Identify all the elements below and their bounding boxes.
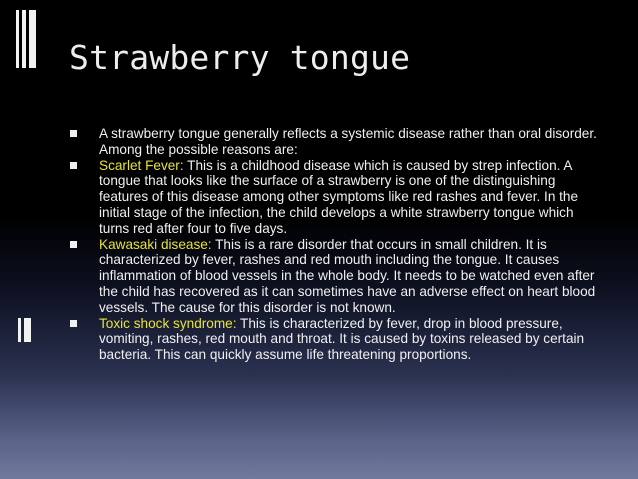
bullet-list [70,126,598,363]
bullet-text: A strawberry tongue generally reflects a systemic disease rather than oral disorder. Among the possible reasons are: [99,126,597,157]
bullet-highlight-term: Scarlet Fever: [99,157,184,173]
bullet-text: This is characterized by fever, drop in blood pressure, vomiting, rashes, red mouth and throat. It is caused by toxins released by certain bacteria. This can quickly assume life threatening proportions. [99,315,585,363]
bullet-item [70,158,598,237]
slide-title: Strawberry tongue [69,38,411,77]
bullet-square-icon [70,130,77,137]
decor-bar-top-right [29,10,36,68]
bullet-text: This is a childhood disease which is caused by strep infection. A tongue that looks like the surface of a strawberry is one of the distinguishing features of this disease among other symptoms like red rashes and fever. In the initial stage of the infection, the child develops a white strawberry tongue which turns red after four to five days. [99,157,579,236]
bullet-item [70,316,598,363]
bullet-text: This is a rare disorder that occurs in small children. It is characterized by fever, rashes and red mouth including the tongue. It causes inflammation of blood vessels in the whole body. It needs to be watched even after the child has recovered as it can sometimes have an adverse effect on heart blood vessels. The cause for this disorder is not known. [99,236,596,315]
bullet-item [70,237,598,316]
bullet-square-icon [70,162,77,169]
decor-bar-bottom-right [24,318,31,342]
bullet-highlight-term: Kawasaki disease: [99,236,212,252]
decor-bar-top-left [16,10,19,68]
bullet-item [70,126,598,158]
decor-bar-top-mid [22,10,26,68]
bullet-highlight-term: Toxic shock syndrome: [99,315,237,331]
decor-bar-bottom-left [18,318,21,342]
bullet-square-icon [70,241,77,248]
bullet-square-icon [70,320,77,327]
